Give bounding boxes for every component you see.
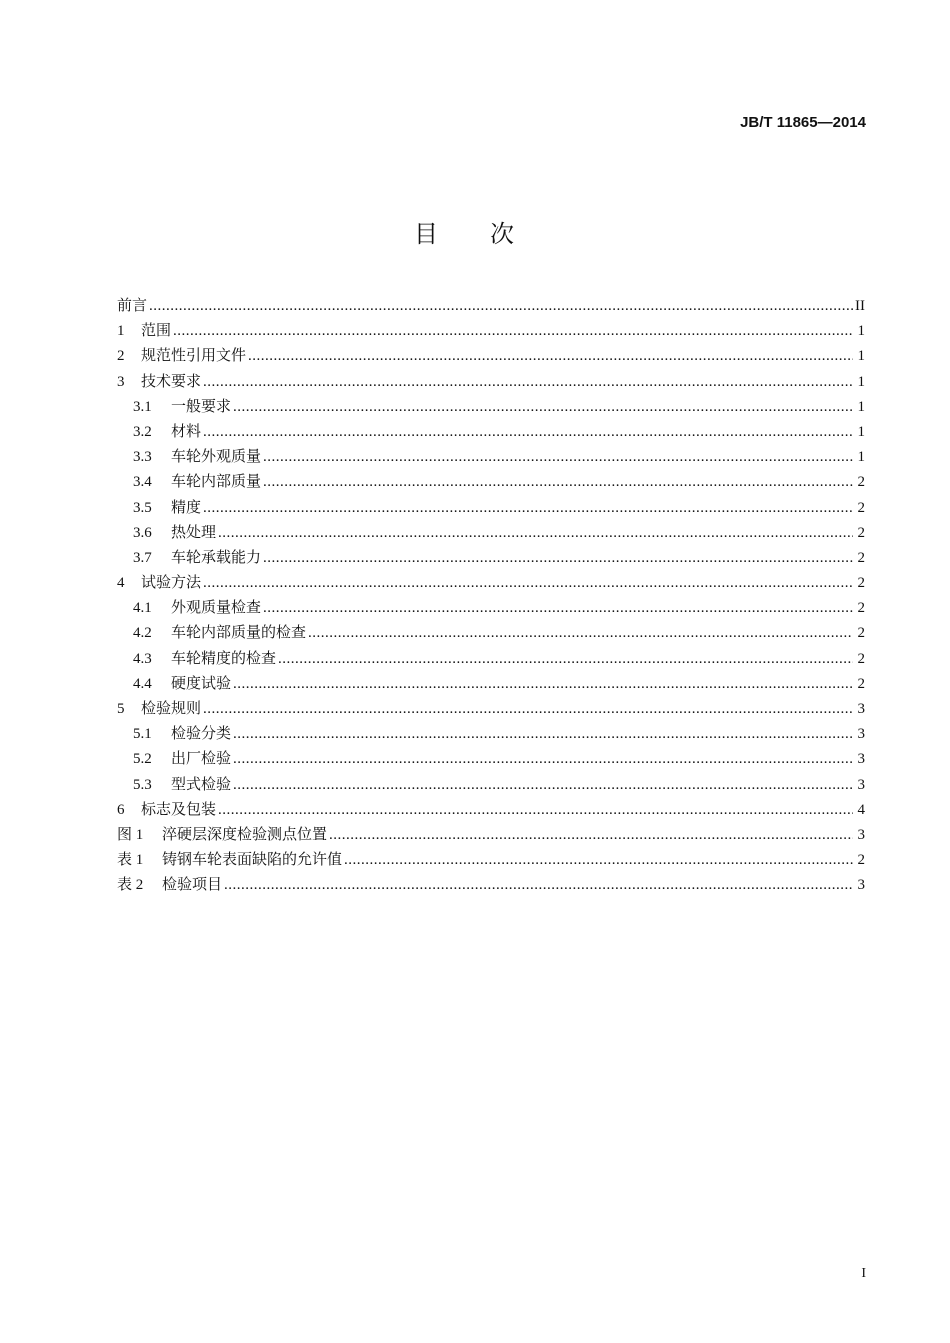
toc-entry-number: 3.1 [133,398,152,415]
toc-entry[interactable] [117,848,865,873]
dot-leader [248,344,853,369]
toc-entry-number: 1 [117,323,125,340]
toc-entry-title: 车轮外观质量 [171,449,262,466]
toc-entry-title: 型式检验 [171,776,232,793]
dot-leader [263,470,853,495]
toc-entry-title: 试验方法 [141,575,202,592]
toc-entry[interactable] [117,294,865,319]
toc-entry-page: 1 [857,398,865,415]
toc-entry-title: 淬硬层深度检验测点位置 [162,826,328,843]
toc-entry-number: 表 2 [117,877,144,894]
table-of-contents [117,294,865,899]
toc-entry-page: 2 [857,524,865,541]
toc-entry-page: 1 [857,348,865,365]
toc-entry-title: 标志及包装 [141,801,217,818]
toc-entry[interactable] [117,420,865,445]
toc-entry[interactable] [117,496,865,521]
toc-entry[interactable] [117,823,865,848]
toc-entry-page: 1 [857,373,865,390]
toc-entry-page: 3 [857,776,865,793]
toc-entry[interactable] [117,647,865,672]
toc-entry-title: 材料 [171,423,202,440]
toc-entry-page: 1 [857,449,865,466]
toc-entry-number: 4.4 [133,675,152,692]
toc-entry-title: 精度 [171,499,202,516]
toc-entry-number: 5 [117,701,125,717]
dot-leader [203,697,853,722]
toc-entry[interactable] [117,773,865,798]
toc-entry-page: 1 [857,423,865,440]
dot-leader [263,596,853,621]
dot-leader [263,445,853,470]
dot-leader [218,798,853,823]
toc-entry-number: 3.4 [133,474,152,491]
toc-entry-title: 检验分类 [171,726,232,743]
page-number: I [861,1266,866,1281]
dot-leader [173,319,853,344]
page-title: 目次 [414,220,566,248]
toc-entry[interactable] [117,747,865,772]
toc-entry-page: 2 [857,852,865,869]
toc-entry-number: 3.2 [133,423,152,440]
toc-entry-number: 3 [117,373,125,390]
dot-leader [344,848,853,873]
toc-entry-page: 2 [857,650,865,667]
toc-entry[interactable] [117,672,865,697]
toc-entry-page: 4 [857,801,865,818]
toc-entry[interactable] [117,470,865,495]
dot-leader [263,546,853,571]
toc-entry[interactable] [117,596,865,621]
toc-entry[interactable] [117,370,865,395]
toc-entry-page: 2 [857,474,865,491]
toc-entry-number: 4.1 [133,600,152,617]
toc-entry-number: 5.2 [133,751,152,768]
toc-entry-number: 4 [117,575,125,592]
dot-leader [203,370,853,395]
dot-leader [203,496,853,521]
toc-entry-page: 3 [857,826,865,843]
dot-leader [308,621,853,646]
toc-entry-page: 3 [857,751,865,768]
toc-entry-number: 3.7 [133,549,152,566]
toc-entry-page: 2 [857,499,865,516]
dot-leader [233,773,853,798]
toc-entry-number: 4.2 [133,625,152,642]
toc-entry-title: 热处理 [171,524,217,541]
dot-leader [203,571,853,596]
toc-entry-number: 5.1 [133,726,152,743]
toc-entry-number: 5.3 [133,776,152,793]
toc-entry[interactable] [117,571,865,596]
toc-entry[interactable] [117,697,865,722]
dot-leader [224,873,853,898]
toc-entry[interactable] [117,521,865,546]
dot-leader [329,823,853,848]
toc-entry[interactable] [117,621,865,646]
toc-entry[interactable] [117,546,865,571]
dot-leader [233,747,853,772]
toc-entry-page: II [855,298,865,314]
toc-entry-title: 规范性引用文件 [141,348,247,365]
standard-number: JB/T 11865—2014 [740,114,866,131]
toc-entry-page: 2 [857,549,865,566]
dot-leader [149,294,853,319]
dot-leader [233,672,853,697]
toc-entry-title: 外观质量检查 [171,600,262,617]
toc-entry-number: 3.6 [133,524,152,541]
toc-entry-number: 3.5 [133,499,152,516]
dot-leader [233,722,853,747]
dot-leader [233,395,853,420]
toc-entry-number: 3.3 [133,449,152,466]
toc-entry-title: 出厂检验 [171,751,232,768]
toc-entry-title: 一般要求 [171,398,232,415]
dot-leader [278,647,853,672]
toc-entry-page: 3 [857,701,865,717]
toc-entry-title: 检验项目 [162,877,223,894]
toc-entry-title: 技术要求 [141,373,202,390]
dot-leader [218,521,853,546]
toc-entry-title: 前言 [117,298,148,314]
toc-entry-title: 铸钢车轮表面缺陷的允许值 [162,852,343,869]
toc-entry-title: 范围 [141,323,172,340]
toc-entry[interactable] [117,445,865,470]
toc-entry[interactable] [117,344,865,369]
toc-entry-number: 2 [117,348,125,365]
toc-entry[interactable] [117,873,865,898]
toc-entry-number: 表 1 [117,852,144,869]
toc-entry-page: 2 [857,675,865,692]
dot-leader [203,420,853,445]
toc-entry-page: 3 [857,877,865,894]
toc-entry-page: 2 [857,575,865,592]
toc-entry-title: 检验规则 [141,701,202,717]
toc-entry-title: 车轮内部质量的检查 [171,625,307,642]
toc-entry[interactable] [117,319,865,344]
toc-entry-number: 4.3 [133,650,152,667]
toc-entry-title: 车轮承载能力 [171,549,262,566]
toc-entry-title: 车轮精度的检查 [171,650,277,667]
toc-entry-title: 硬度试验 [171,675,232,692]
toc-entry-number: 6 [117,801,125,818]
toc-entry-page: 1 [857,323,865,340]
toc-entry-page: 2 [857,625,865,642]
toc-entry[interactable] [117,722,865,747]
toc-entry-page: 3 [857,726,865,743]
toc-entry-number: 图 1 [117,826,144,843]
toc-entry-title: 车轮内部质量 [171,474,262,491]
toc-entry[interactable] [117,395,865,420]
toc-entry[interactable] [117,798,865,823]
toc-entry-page: 2 [857,600,865,617]
